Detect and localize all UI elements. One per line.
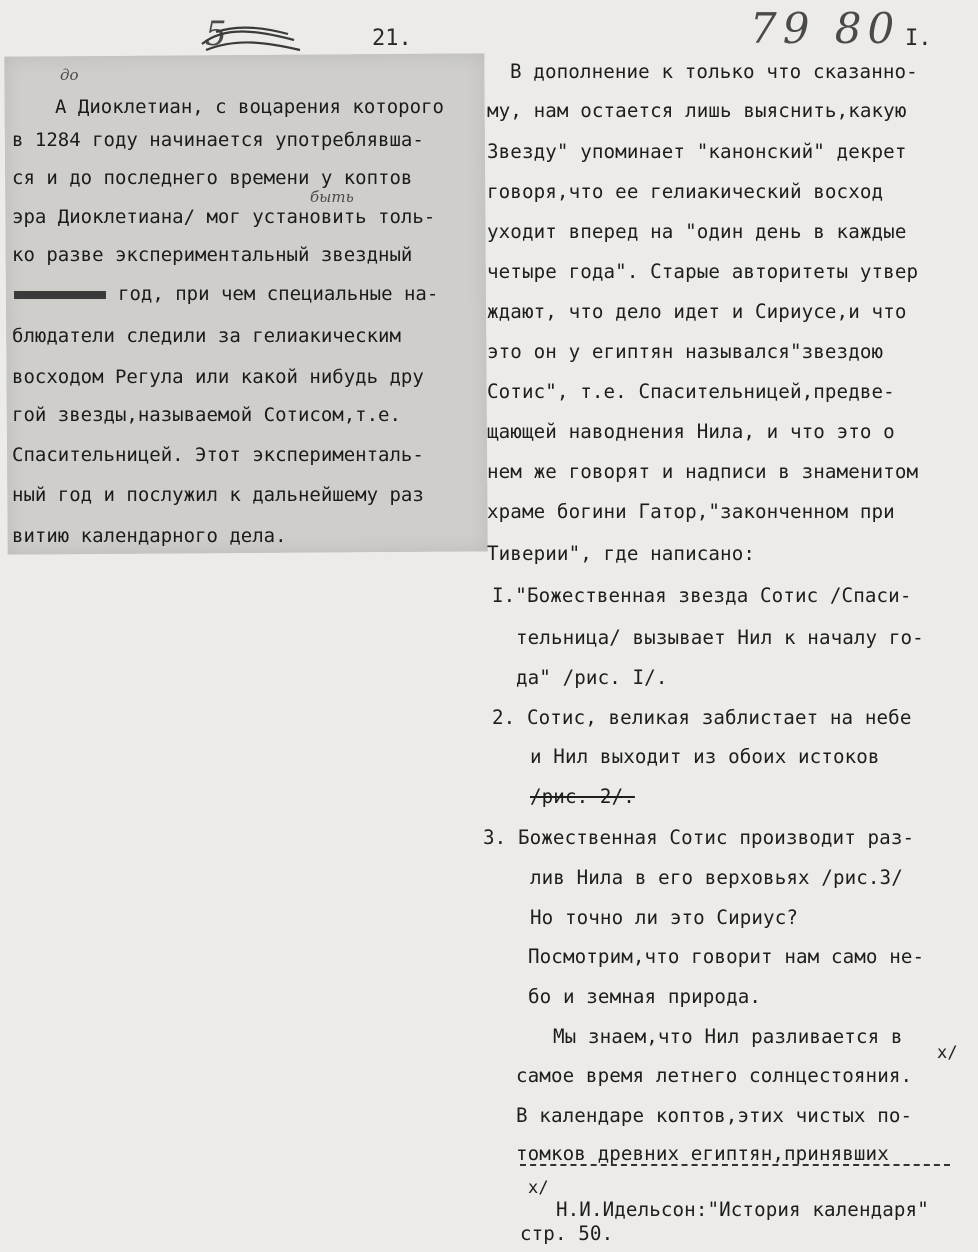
text-line: уходит вперед на "один день в каждые <box>487 220 907 243</box>
paragraph-line: Посмотрим,что говорит нам само не- <box>528 945 925 968</box>
footnote-mark-inline: x/ <box>937 1043 958 1063</box>
paragraph-line: Мы знаем,что Нил разливается в <box>553 1025 903 1048</box>
clipping-line: ся и до последнего времени у коптов <box>12 167 413 189</box>
question-line: Но точно ли это Сириус? <box>530 906 798 929</box>
paragraph-line: самое время летнего солнцестояния. <box>516 1064 913 1087</box>
pencil-scribble-number: 5 <box>205 14 227 54</box>
text-line: щающей наводнения Нила, и что это о <box>487 420 895 443</box>
clipping-line: год, при чем специальные на- <box>118 283 439 305</box>
clipping-line: ный год и послужил к дальнейшему раз <box>12 484 424 506</box>
clipping-line: Спасительницей. Этот эксперименталь- <box>12 444 424 466</box>
clipping-line: витию календарного дела. <box>12 525 287 547</box>
paragraph-line: бо и земная природа. <box>528 985 762 1008</box>
text-line: Тиверии", где написано: <box>487 542 755 565</box>
page-number-left: 21. <box>372 26 412 51</box>
text-line: нем же говорят и надписи в знаменитом <box>487 460 919 483</box>
list-item-1-line: тельница/ вызывает Нил к началу го- <box>516 626 924 649</box>
footnote-separator <box>520 1164 950 1166</box>
list-item-2-line: и Нил выходит из обоих истоков <box>530 745 880 768</box>
pencil-archive-number: 79 80 <box>750 4 901 53</box>
pencil-note-do: до <box>60 66 79 84</box>
page-number-right: I. <box>905 26 932 51</box>
footnote-mark: x/ <box>528 1178 549 1198</box>
clipping-line: гой звезды,называемой Сотисом,т.е. <box>12 404 401 426</box>
list-item-2-line: /рис. 2/. <box>530 785 635 808</box>
clipping-line: А Диоклетиан, с воцарения которого <box>55 96 444 118</box>
clipping-line: блюдатели следили за гелиакическим <box>12 325 401 347</box>
footnote-line: стр. 50. <box>520 1222 614 1245</box>
clipping-line: эра Диоклетиана/ мог установить толь- <box>12 206 436 228</box>
list-item-3-line: лив Нила в его верховьях /рис.3/ <box>530 866 903 889</box>
pencil-insert-word: быть <box>310 188 354 206</box>
paragraph-line: томков древних египтян,принявших <box>516 1142 889 1165</box>
text-line: говоря,что ее гелиакический восход <box>487 180 884 203</box>
clipping-line: ко разве экспериментальный звездный <box>12 244 413 266</box>
list-item-1-line: I."Божественная звезда Сотис /Спаси- <box>492 584 912 607</box>
clipping-line: в 1284 году начинается употреблявша- <box>12 129 424 151</box>
text-line: В дополнение к только что сказанно- <box>510 60 918 83</box>
text-line: четыре года". Старые авторитеты утвер <box>487 260 919 283</box>
paragraph-line: В календаре коптов,этих чистых по- <box>516 1104 913 1127</box>
text-line: это он у египтян назывался"звездою <box>487 340 884 363</box>
list-item-2-line: 2. Сотис, великая заблистает на небе <box>492 706 912 729</box>
redaction-bar <box>14 291 106 299</box>
footnote-line: Н.И.Идельсон:"История календаря" <box>556 1198 929 1221</box>
text-line: Сотис", т.е. Спасительницей,предве- <box>487 380 895 403</box>
text-line: храме богини Гатор,"законченном при <box>487 500 895 523</box>
text-line: Звезду" упоминает "канонский" декрет <box>487 140 907 163</box>
text-line: ждают, что дело идет и Сириусе,и что <box>487 300 907 323</box>
text-line: му, нам остается лишь выяснить,какую <box>487 99 907 122</box>
list-item-1-line: да" /рис. I/. <box>516 666 668 689</box>
clipping-line: восходом Регула или какой нибудь дру <box>12 366 424 388</box>
list-item-3-line: 3. Божественная Сотис производит раз- <box>483 826 915 849</box>
